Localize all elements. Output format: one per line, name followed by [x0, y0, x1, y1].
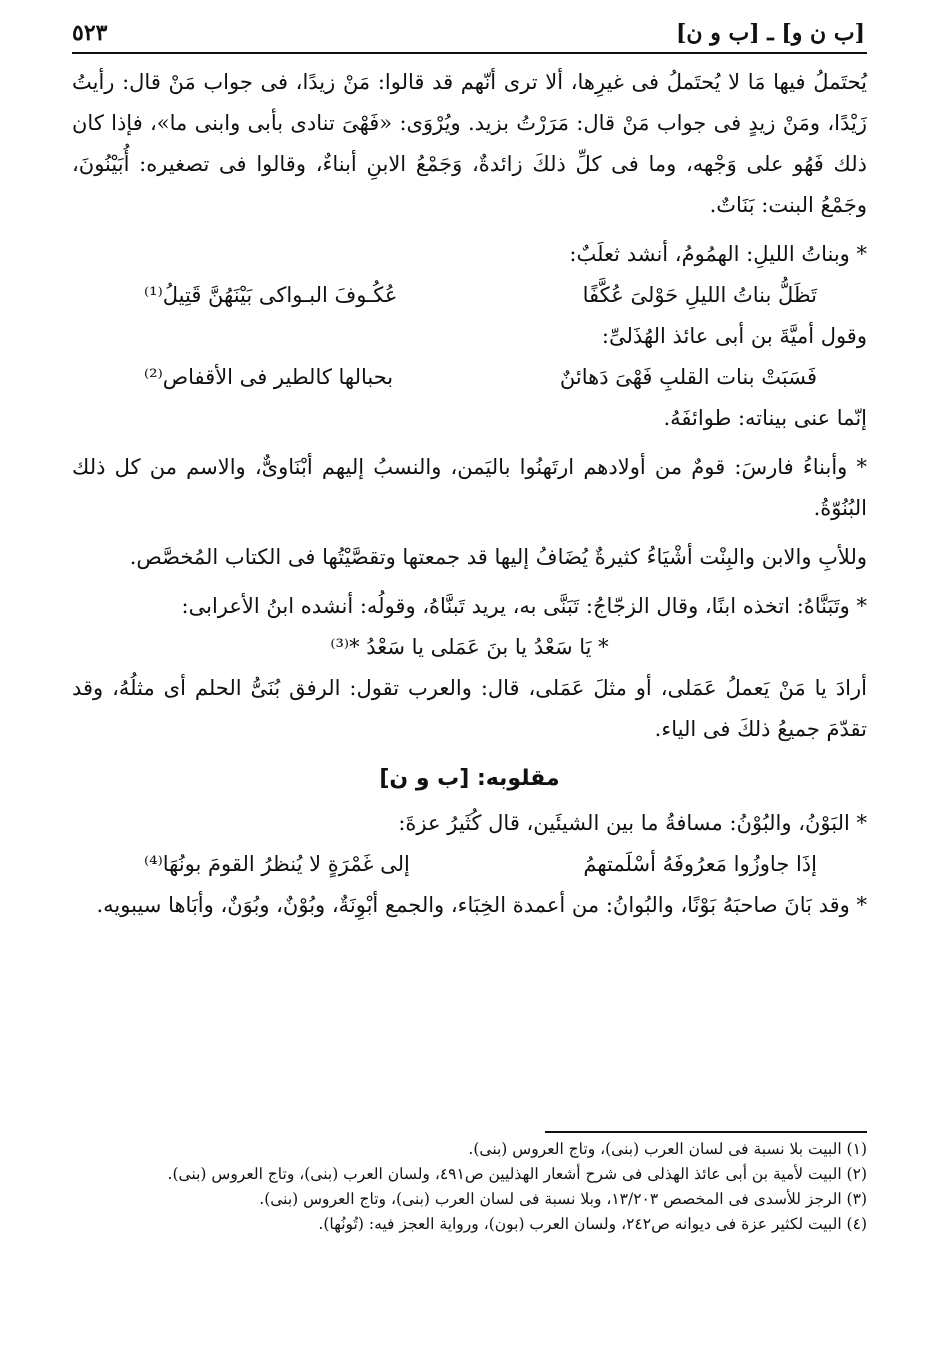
footnote: (٣) الرجز للأسدى فى المخصص ١٣/٢٠٣، وبلا نسبة فى لسان العرب (بنى)، وتاج العروس (بنى).	[259, 1190, 867, 1208]
page-number: ٥٢٣	[72, 20, 108, 46]
main-text	[72, 62, 867, 926]
verse-hemistich: عُكُـوفَ البـواكى بَيْنَهُنَّ قَتِيلُ⁽¹⁾	[144, 283, 398, 307]
header-divider	[72, 52, 867, 54]
paragraph: وللأبِ والابن والبِنْت أشْيَاءُ كثيرةٌ يُضَافُ إليها قد جمعتها وتقصَّيْتُها فى الكتاب المُخصَّص.	[129, 545, 867, 569]
footnote-divider	[545, 1131, 867, 1133]
verse-hemistich: فَسَبَتْ بنات القلبِ فَهْىَ دَهائنٌ	[559, 365, 817, 389]
footnote: (١) البيت بلا نسبة فى لسان العرب (بنى)، وتاج العروس (بنى).	[468, 1140, 867, 1158]
paragraph: أرادَ يا مَنْ يَعملُ عَمَلى، أو مثلَ عَمَلى، قال: والعرب تقول: الرفق بُنَىُّ الحلم أى مثلُهُ، وقد تقدّمَ جميعُ ذلكَ فى الياء.	[72, 676, 867, 741]
page-header	[72, 16, 865, 50]
footnotes	[72, 1137, 867, 1237]
paragraph: * وقد بَانَ صاحبَهُ بَوْنًا، والبُوانُ: من أعمدة الخِبَاء، والجمع أبْوِنَةٌ، وبُوْنٌ، وبُوَنٌ، وأبَاها سيبويه.	[96, 893, 867, 917]
paragraph: * وتَبَنَّاهُ: اتخذه ابنًا، وقال الزجّاجُ: تَبَنَّى به، يريد تَبنَّاهُ، وقولُه: أنشده ابنُ الأعرابى:	[181, 594, 867, 618]
verse-hemistich: تَظَلُّ بناتُ الليلِ حَوْلىَ عُكَّفًا	[582, 283, 817, 307]
poem-verse	[72, 275, 867, 316]
root-label: [ب ن و] ـ [ب و ن]	[675, 20, 865, 46]
paragraph: * البَوْنُ، والبُوْنُ: مسافةُ ما بين الشيئَين، قال كُثَيرُ عزةَ:	[398, 811, 867, 835]
paragraph: وقول أميَّةَ بن أبى عائذ الهُذَلىِّ:	[601, 324, 867, 348]
footnote: (٢) البيت لأمية بن أبى عائذ الهذلى فى شرح أشعار الهذليين ص٤٩١، ولسان العرب (بنى)، وتاج العروس (بنى).	[167, 1165, 867, 1183]
paragraph: إنّما عنى بيناته: طوائفَهُ.	[663, 406, 867, 430]
verse-hemistich: إلى غَمْرَةٍ لا يُنظرُ القومَ بونُهَا⁽⁴⁾	[144, 852, 410, 876]
footnote: (٤) البيت لكثير عزة فى ديوانه ص٢٤٢، ولسان العرب (بون)، ورواية العجز فيه: (تُونُها).	[318, 1215, 867, 1233]
paragraph: يُحتَملُ فيها مَا لا يُحتَملُ فى غيرِها، ألا ترى أنّهم قد قالوا: مَنْ زيدًا، فى جواب مَنْ قال: رأيتُ زَيْدًا، ومَنْ زيدٍ فى جواب مَنْ قال: مَرَرْتُ بزيد. ويُرْوَى: «فَهْىَ تنادى بأبى وابنى ما»، فإذا كان ذلك فَهُو على وَجْهه، وما فى كلِّ ذلكَ زائدةٌ، وَجَمْعُ الابنِ أبناءٌ، وقالوا فى تصغيره: أُبَيْنُونَ، وجَمْعُ البنت: بَنَاتٌ.	[72, 70, 867, 217]
verse-hemistich: إذَا جاوزُوا مَعرُوفَهُ أسْلَمتهمُ	[583, 852, 817, 876]
rajaz-verse: * يَا سَعْدُ يا بنَ عَمَلى يا سَعْدُ *⁽³⁾	[330, 635, 609, 659]
poem-verse	[72, 844, 867, 885]
poem-verse	[72, 357, 867, 398]
paragraph: * وأبناءُ فارسَ: قومٌ من أولادهم ارتَهنُوا باليَمن، والنسبُ إليهم أبْنَاوىٌّ، والاسم من كل ذلك البُنُوّةُ.	[72, 455, 867, 520]
verse-hemistich: بحبالها كالطير فى الأقفاص⁽²⁾	[144, 365, 394, 389]
section-heading: مقلوبه: [ب و ن]	[379, 766, 560, 791]
paragraph: * وبناتُ الليلِ: الهمُومُ، أنشد ثعلَبٌ:	[569, 242, 867, 266]
